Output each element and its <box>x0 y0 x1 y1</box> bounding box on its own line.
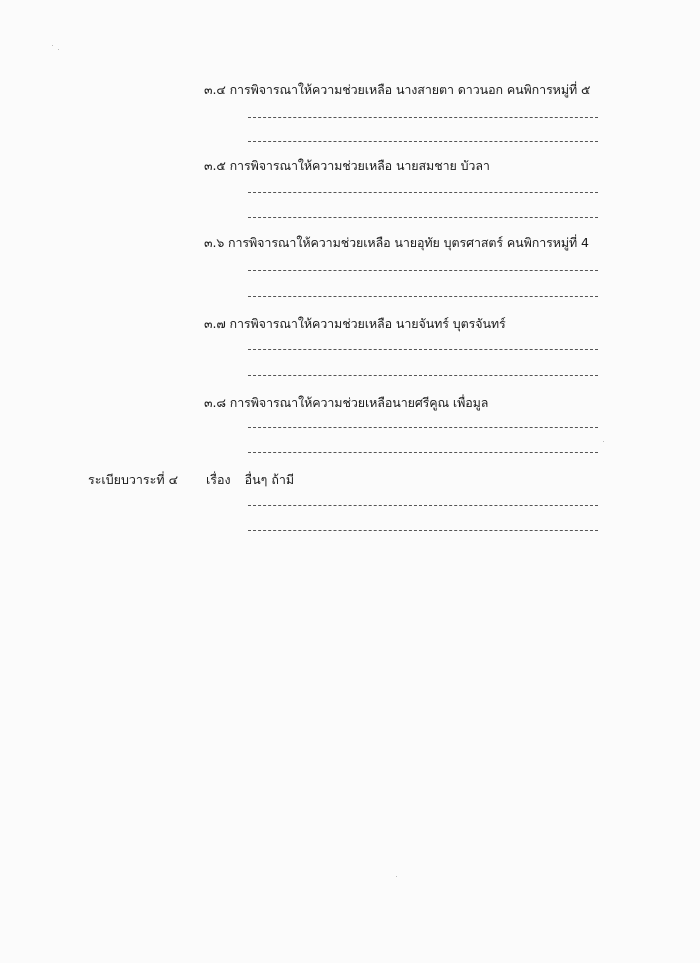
dotted-line <box>248 375 598 376</box>
agenda-item-3-8 <box>204 395 488 411</box>
scan-speck <box>603 441 604 442</box>
agenda-subject <box>206 472 308 488</box>
item-number: ๓.๕ <box>204 158 226 173</box>
subject-label: เรื่อง <box>206 472 231 487</box>
dotted-line <box>248 217 598 218</box>
dotted-line <box>248 530 598 531</box>
dotted-line <box>248 427 598 428</box>
item-text: การพิจารณาให้ความช่วยเหลือนายศรีคูณ เพื่อมูล <box>229 395 489 410</box>
item-number: ๓.๖ <box>204 235 225 250</box>
item-number: ๓.๘ <box>204 395 226 410</box>
dotted-line <box>248 349 598 350</box>
dotted-line <box>248 192 598 193</box>
item-text: การพิจารณาให้ความช่วยเหลือ นางสายตา ดาวนอก คนพิการหมู่ที่ ๕ <box>229 82 591 97</box>
scan-speck <box>52 45 53 46</box>
scan-speck <box>58 49 59 50</box>
item-text: การพิจารณาให้ความช่วยเหลือ นายจันทร์ บุตรจันทร์ <box>229 316 506 331</box>
dotted-line <box>248 296 598 297</box>
scan-speck <box>396 876 397 877</box>
item-number: ๓.๗ <box>204 316 226 331</box>
agenda-item-3-4 <box>204 82 590 98</box>
agenda-label: ระเบียบวาระที่ ๔ <box>88 472 179 487</box>
item-text: การพิจารณาให้ความช่วยเหลือ นายอุทัย บุตรศาสตร์ คนพิการหมู่ที่ 4 <box>228 235 589 250</box>
item-number: ๓.๔ <box>204 82 226 97</box>
agenda-item-3-6 <box>204 235 589 251</box>
agenda-item-3-5 <box>204 158 490 174</box>
dotted-line <box>248 141 598 142</box>
dotted-line <box>248 452 598 453</box>
dotted-line <box>248 270 598 271</box>
agenda-item-3-7 <box>204 316 506 332</box>
subject-text: อื่นๆ ถ้ามี <box>244 472 295 487</box>
item-text: การพิจารณาให้ความช่วยเหลือ นายสมชาย บัวลา <box>229 158 490 173</box>
dotted-line <box>248 505 598 506</box>
dotted-line <box>248 117 598 118</box>
